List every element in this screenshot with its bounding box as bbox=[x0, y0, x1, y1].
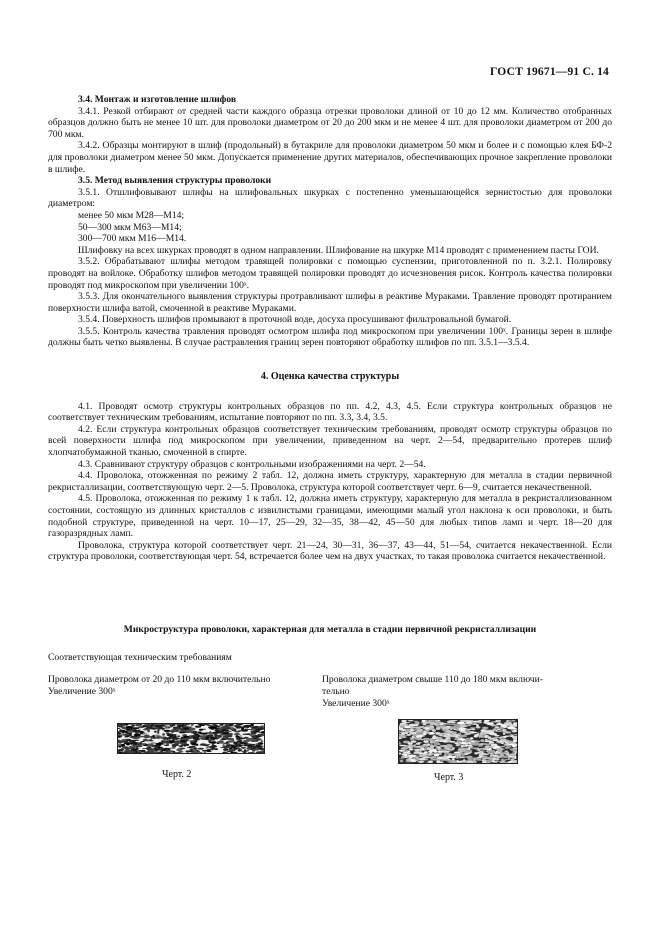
paragraph-grinding: Шлифовку на всех шкурках проводят в одном направлении. Шлифование на шкурке М14 проводят с применением пасты ГОИ. bbox=[78, 244, 599, 256]
figure-left-label-1: Проволока диаметром от 20 до 110 мкм включительно bbox=[48, 674, 271, 685]
paragraph-3-5-1: 3.5.1. Отшлифовывают шлифы на шлифовальных шкурках с постепенно уменьшающейся зернистостью для проволоки диаметром: bbox=[48, 186, 612, 210]
section-4-title: 4. Оценка качества структуры bbox=[260, 371, 400, 383]
paragraph-4-2: 4.2. Если структура контрольных образцов соответствует техническим требованиям, проводят осмотр структуры образцов по всей поверхности шлифа под микроскопом при увеличении, приведенном на черт. 2—54, предварительно протерев шлиф хлопчатобумажной тканью, смоченной в спирте. bbox=[48, 423, 612, 459]
section-3-4-title: 3.4. Монтаж и изготовление шлифов bbox=[78, 94, 237, 105]
figure-right-label-3: Увеличение 300ˣ bbox=[322, 698, 390, 709]
micrograph-fig-2 bbox=[117, 723, 265, 754]
paragraph-4-3: 4.3. Сравнивают структуру образцов с контрольными изображениями на черт. 2—54. bbox=[78, 458, 426, 470]
paragraph-4-1: 4.1. Проводят осмотр структуры контрольных образцов по пп. 4.2, 4.3, 4.5. Если структура контрольных образцов не соответствует техническим требованиям, испытание повторяют по пп. 3.3, 3.4, 3.5. bbox=[48, 400, 612, 424]
figure-caption-2: Черт. 2 bbox=[162, 769, 192, 780]
micrograph-fig-2-image bbox=[118, 724, 264, 753]
section-3-5-title: 3.5. Метод выявления структуры проволоки bbox=[78, 175, 272, 187]
paragraph-4-5-cont: Проволока, структура которой соответствует черт. 21—24, 30—31, 36—37, 43—44, 51—54, считается некачественной. Если структура проволоки, соответствующая черт. 54, встречается более чем на двух участках, то такая проволока считается некачественной. bbox=[48, 539, 612, 563]
paragraph-3-4-2: 3.4.2. Образцы монтируют в шлиф (продольный) в бутакриле для проволоки диаметром 50 мкм и более и с помощью клея БФ-2 для проволоки диаметром менее 50 мкм. Допускается применение других материалов, обеспечивающих прочное закрепление проволоки в шлифе. bbox=[48, 140, 612, 175]
paragraph-3-4-1: 3.4.1. Резкой отбирают от средней части каждого образца отрезки проволоки длиной от 10 до 12 мм. Количество отобранных образцов должно быть не менее 10 шт. для проволоки диаметром от 20 до 200 мкм и не менее 4 шт. для проволоки диаметром от 200 до 700 мкм. bbox=[48, 105, 612, 140]
figure-caption-3: Черт. 3 bbox=[434, 772, 464, 783]
paragraph-3-5-2: 3.5.2. Обрабатывают шлифы методом травящей полировки с помощью суспензии, приготовленной по п. 3.2.1. Полировку проводят на войлоке. Обработку шлифов методом травящей полировки проводят до исчезновения рисок. Контроль качества полировки проводят под микроскопом при увеличении 100ˣ. bbox=[48, 256, 612, 291]
list-item-grit-1: менее 50 мкм М28—М14; bbox=[78, 209, 185, 221]
micrograph-fig-3-image bbox=[399, 720, 517, 763]
paragraph-3-5-5: 3.5.5. Контроль качества травления проводят осмотром шлифа под микроскопом при увеличении 100ˣ. Границы зерен в шлифе должны быть четко выявлены. В случае растравления границ зерен повторяют обработку шлифов по пп. 3.5.1—3.5.4. bbox=[48, 325, 612, 349]
figure-right-label-2: тельно bbox=[322, 686, 350, 697]
paragraph-4-5: 4.5. Проволока, отожженная по режиму 1 к табл. 12, должна иметь структуру, характерную для металла в рекристаллизованном состоянии, состоящую из длинных кристаллов с извилистыми границами, имеющими малый угол наклона к оси проволоки, и быть подобной структуре, приведенной на черт. 10—17, 25—29, 32—35, 38—42, 45—50 для любых типов ламп и черт. 18—20 для газоразрядных ламп. bbox=[48, 493, 612, 540]
paragraph-3-5-3: 3.5.3. Для окончательного выявления структуры протравливают шлифы в реактиве Мураками. Травление проводят протиранием поверхности шлифа ватой, смоченной в реактиве Мураками. bbox=[48, 291, 612, 314]
micrograph-fig-3 bbox=[398, 719, 518, 764]
figure-right-label-1: Проволока диаметром свыше 110 до 180 мкм включи- bbox=[322, 674, 543, 685]
paragraph-4-4: 4.4. Проволока, отожженная по режиму 2 табл. 12, должна иметь структуру, характерную для металла в стадии первичной рекристаллизации, соответствующую черт. 2—5. Проволока, структура которой соответствует черт. 6—9, считается некачественной. bbox=[48, 470, 612, 493]
figures-heading: Микроструктура проволоки, характерная для металла в стадии первичной рекристаллизации bbox=[123, 624, 537, 635]
page-header: ГОСТ 19671—91 С. 14 bbox=[490, 66, 609, 78]
document-body bbox=[48, 94, 612, 563]
figure-left-label-2: Увеличение 300ˣ bbox=[48, 686, 116, 697]
paragraph-3-5-4: 3.5.4. Поверхность шлифов промывают в проточной воде, досуха просушивают фильтровальной бумагой. bbox=[78, 314, 512, 326]
figures-subheading: Соответствующая техническим требованиям bbox=[48, 652, 232, 663]
list-item-grit-3: 300—700 мкм М16—М14. bbox=[78, 233, 187, 245]
list-item-grit-2: 50—300 мкм М63—М14; bbox=[78, 221, 182, 233]
